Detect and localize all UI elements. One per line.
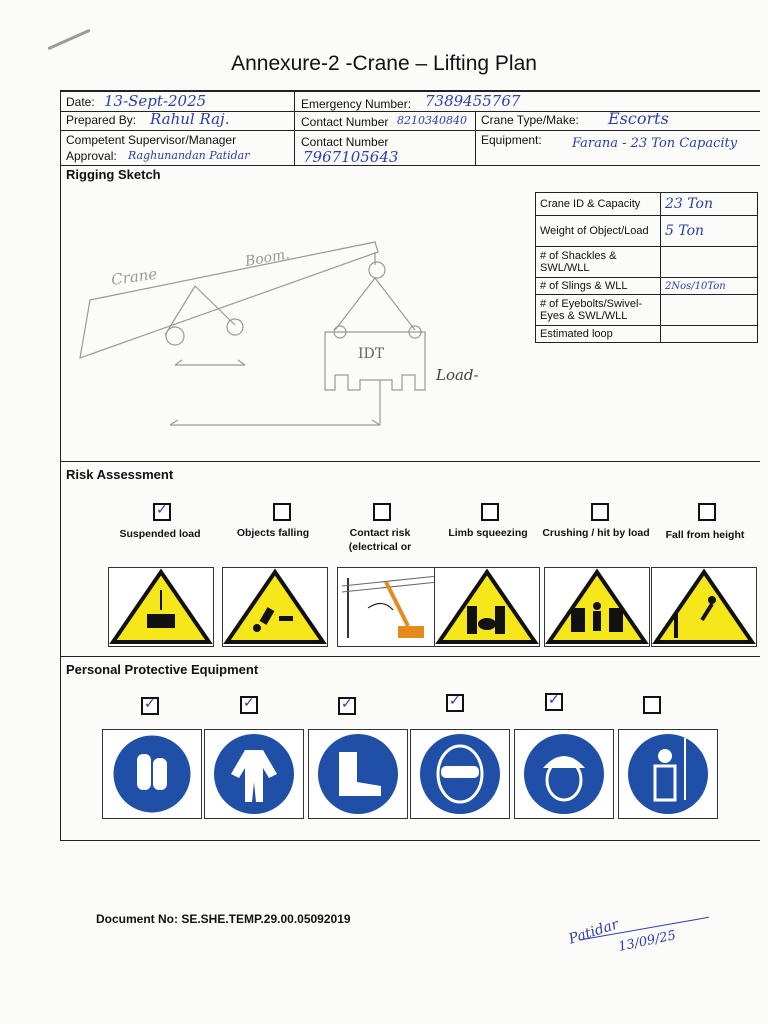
table-value[interactable]: 2Nos/10Ton bbox=[661, 278, 758, 295]
header-col-divider-1 bbox=[294, 90, 295, 165]
supervisor-label: Competent Supervisor/Manager bbox=[66, 133, 237, 147]
gloves-icon bbox=[102, 729, 202, 819]
emergency-number-value[interactable]: 7389455767 bbox=[425, 92, 521, 110]
prepared-by-value[interactable]: Rahul Raj. bbox=[150, 110, 230, 128]
risk-checkbox-fall-from-height[interactable] bbox=[698, 503, 716, 521]
header-col-divider-2 bbox=[475, 111, 476, 165]
ppe-title: Personal Protective Equipment bbox=[66, 662, 259, 677]
signature-name: Patidar bbox=[566, 916, 621, 948]
ppe-section-divider bbox=[60, 656, 760, 657]
emergency-number-label: Emergency Number: bbox=[301, 97, 412, 111]
form-bottom-border bbox=[60, 840, 760, 841]
risk-assessment-title: Risk Assessment bbox=[66, 467, 174, 482]
table-label: Weight of Object/Load bbox=[536, 216, 661, 247]
sketch-crane-label: Crane bbox=[110, 264, 159, 289]
ppe-checkbox-goggles[interactable] bbox=[446, 694, 464, 712]
risk-checkbox-suspended-load[interactable] bbox=[153, 503, 171, 521]
crushing-warning-icon bbox=[544, 567, 650, 647]
risk-label-fall-from-height: Fall from height bbox=[665, 529, 745, 541]
prepared-by-label: Prepared By: bbox=[66, 113, 137, 127]
ppe-checkbox-hard-hat[interactable] bbox=[545, 693, 563, 711]
staple bbox=[47, 29, 90, 50]
risk-label-limb-squeezing: Limb squeezing bbox=[448, 527, 528, 539]
limb-squeezing-warning-icon bbox=[434, 567, 540, 647]
crane-power-line-contact-icon bbox=[337, 567, 443, 647]
approval-label: Approval: bbox=[66, 149, 117, 163]
table-label: Crane ID & Capacity bbox=[536, 193, 661, 216]
rigging-sketch-drawing bbox=[70, 230, 530, 440]
objects-falling-warning-icon bbox=[222, 567, 328, 647]
table-row bbox=[536, 326, 758, 343]
risk-label-objects-falling: Objects falling bbox=[236, 527, 310, 539]
table-label: Estimated loop bbox=[536, 326, 661, 343]
sketch-idt-label: IDT bbox=[358, 346, 385, 362]
rigging-sketch-title: Rigging Sketch bbox=[66, 167, 161, 182]
approval-value[interactable]: Raghunandan Patidar bbox=[128, 149, 250, 162]
table-value[interactable] bbox=[661, 295, 758, 326]
page-title: Annexure-2 -Crane – Lifting Plan bbox=[231, 52, 537, 75]
table-row bbox=[536, 295, 758, 326]
ppe-checkbox-coverall[interactable] bbox=[240, 696, 258, 714]
sketch-load-label: Load- bbox=[436, 366, 479, 384]
ppe-checkbox-gloves[interactable] bbox=[141, 697, 159, 715]
risk-label-contact-risk: Contact risk (electrical or bbox=[348, 527, 412, 553]
document-number: Document No: SE.SHE.TEMP.29.00.05092019 bbox=[96, 912, 351, 926]
hard-hat-icon bbox=[514, 729, 614, 819]
risk-checkbox-contact-risk[interactable] bbox=[373, 503, 391, 521]
signature-date: 13/09/25 bbox=[617, 928, 678, 955]
ppe-checkbox-boots[interactable] bbox=[338, 697, 356, 715]
crane-type-value[interactable]: Escorts bbox=[608, 109, 669, 128]
risk-label-crushing: Crushing / hit by load bbox=[542, 527, 650, 539]
risk-label-suspended-load: Suspended load bbox=[119, 528, 201, 540]
coverall-icon bbox=[204, 729, 304, 819]
fall-from-height-warning-icon bbox=[651, 567, 757, 647]
header-row-divider-2 bbox=[60, 130, 760, 131]
table-value[interactable] bbox=[661, 326, 758, 343]
table-value[interactable]: 23 Ton bbox=[661, 193, 758, 216]
risk-checkbox-objects-falling[interactable] bbox=[273, 503, 291, 521]
sketch-boom-label: Boom. bbox=[243, 246, 291, 270]
equipment-label: Equipment: bbox=[481, 133, 542, 147]
table-row bbox=[536, 193, 758, 216]
table-row bbox=[536, 247, 758, 278]
equipment-value[interactable]: Farana - 23 Ton Capacity bbox=[572, 136, 738, 151]
crane-type-label: Crane Type/Make: bbox=[481, 113, 579, 127]
contact-number-2-label: Contact Number bbox=[301, 135, 389, 149]
risk-section-divider bbox=[60, 461, 760, 462]
table-value[interactable] bbox=[661, 247, 758, 278]
table-value[interactable]: 5 Ton bbox=[661, 216, 758, 247]
suspended-load-warning-icon bbox=[108, 567, 214, 647]
contact-number-2-value[interactable]: 7967105643 bbox=[303, 148, 399, 166]
date-value[interactable]: 13-Sept-2025 bbox=[104, 92, 207, 110]
safety-boots-icon bbox=[308, 729, 408, 819]
table-label: # of Eyebolts/Swivel-Eyes & SWL/WLL bbox=[536, 295, 661, 326]
form-left-border bbox=[60, 90, 61, 840]
risk-checkbox-limb-squeezing[interactable] bbox=[481, 503, 499, 521]
rigging-details-table bbox=[535, 192, 758, 343]
safety-goggles-icon bbox=[410, 729, 510, 819]
ppe-checkbox-harness[interactable] bbox=[643, 696, 661, 714]
safety-harness-icon bbox=[618, 729, 718, 819]
table-row bbox=[536, 216, 758, 247]
date-label: Date: bbox=[66, 95, 95, 109]
header-bottom-border bbox=[60, 165, 760, 166]
table-row bbox=[536, 278, 758, 295]
risk-checkbox-crushing[interactable] bbox=[591, 503, 609, 521]
table-label: # of Shackles & SWL/WLL bbox=[536, 247, 661, 278]
contact-number-label: Contact Number bbox=[301, 115, 389, 129]
table-label: # of Slings & WLL bbox=[536, 278, 661, 295]
contact-number-value[interactable]: 8210340840 bbox=[397, 114, 467, 127]
